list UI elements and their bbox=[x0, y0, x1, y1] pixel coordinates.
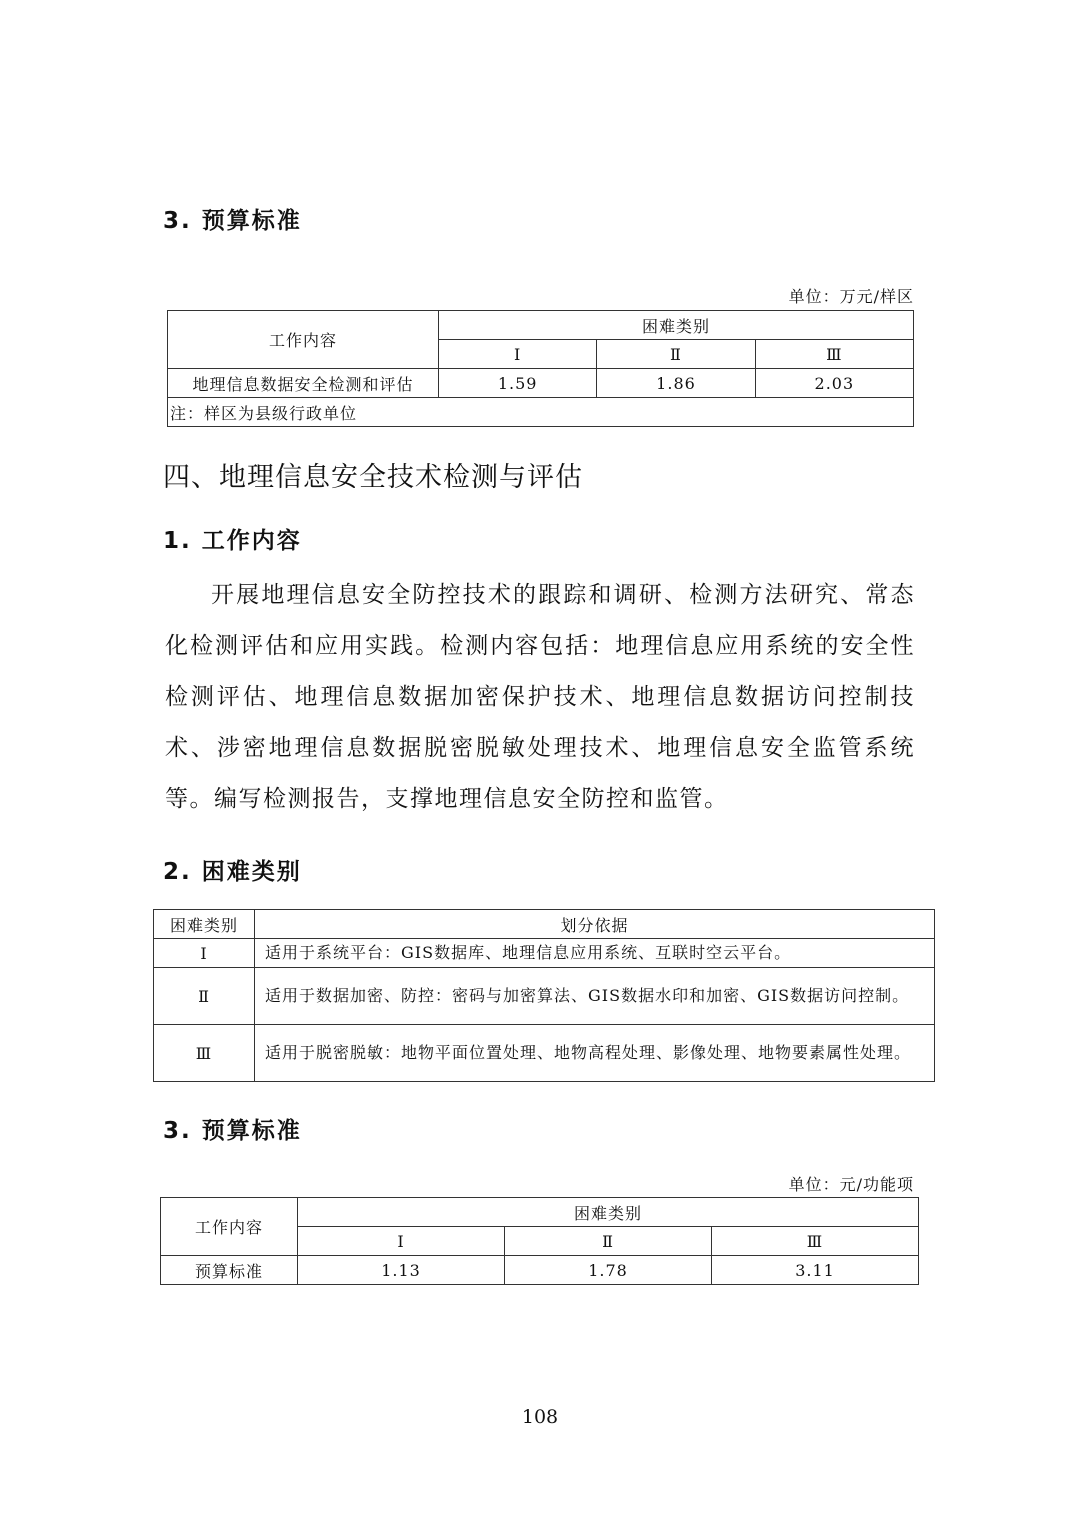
section-heading-budget-b: 3. 预算标准 bbox=[163, 1118, 302, 1144]
section-heading-budget-a: 3. 预算标准 bbox=[163, 208, 302, 234]
work-content-paragraph: 开展地理信息安全防控技术的跟踪和调研、检测方法研究、常态化检测评估和应用实践。检测内容包括：地理信息应用系统的安全性检测评估、地理信息数据加密保护技术、地理信息数据访问控制技术、涉密地理信息数据脱密脱敏处理技术、地理信息安全监管系统等。编写检测报告，支撑地理信息安全防控和监管。 bbox=[165, 582, 915, 812]
basis-cell: 适用于系统平台：GIS数据库、地理信息应用系统、互联时空云平台。 bbox=[255, 939, 935, 968]
row-label: 地理信息数据安全检测和评估 bbox=[168, 369, 439, 398]
header-basis: 划分依据 bbox=[255, 910, 935, 939]
level-header-1: Ⅰ bbox=[439, 340, 597, 369]
section-title: 四、地理信息安全技术检测与评估 bbox=[163, 462, 583, 493]
budget-table-a bbox=[167, 310, 914, 427]
value-cell-1: 1.13 bbox=[298, 1256, 505, 1285]
work-content-heading: 1. 工作内容 bbox=[163, 528, 302, 554]
col-header-work: 工作内容 bbox=[168, 311, 439, 369]
value-cell-3: 3.11 bbox=[712, 1256, 919, 1285]
basis-cell: 适用于数据加密、防控：密码与加密算法、GIS数据水印和加密、GIS数据访问控制。 bbox=[255, 968, 935, 1025]
col-header-work: 工作内容 bbox=[161, 1198, 298, 1256]
group-header-difficulty: 困难类别 bbox=[439, 311, 914, 340]
level-header-2: Ⅱ bbox=[597, 340, 755, 369]
value-cell-2: 1.78 bbox=[505, 1256, 712, 1285]
value-cell-3: 2.03 bbox=[755, 369, 913, 398]
level-header-2: Ⅱ bbox=[505, 1227, 712, 1256]
table-row bbox=[154, 968, 935, 1025]
row-label: 预算标准 bbox=[161, 1256, 298, 1285]
basis-cell: 适用于脱密脱敏：地物平面位置处理、地物高程处理、影像处理、地物要素属性处理。 bbox=[255, 1025, 935, 1082]
group-header-difficulty: 困难类别 bbox=[298, 1198, 919, 1227]
header-level: 困难类别 bbox=[154, 910, 255, 939]
level-cell: Ⅲ bbox=[154, 1025, 255, 1082]
level-cell: Ⅰ bbox=[154, 939, 255, 968]
value-cell-2: 1.86 bbox=[597, 369, 755, 398]
level-header-3: Ⅲ bbox=[712, 1227, 919, 1256]
unit-label-b: 单位：元/功能项 bbox=[788, 1175, 914, 1194]
table-row bbox=[154, 939, 935, 968]
level-header-1: Ⅰ bbox=[298, 1227, 505, 1256]
page-number: 108 bbox=[521, 1406, 559, 1428]
difficulty-table bbox=[153, 909, 935, 1082]
difficulty-heading: 2. 困难类别 bbox=[163, 859, 302, 885]
table-note: 注：样区为县级行政单位 bbox=[168, 398, 914, 427]
budget-table-b bbox=[160, 1197, 919, 1285]
value-cell-1: 1.59 bbox=[439, 369, 597, 398]
level-header-3: Ⅲ bbox=[755, 340, 913, 369]
unit-label-a: 单位：万元/样区 bbox=[788, 287, 914, 306]
table-row bbox=[154, 1025, 935, 1082]
level-cell: Ⅱ bbox=[154, 968, 255, 1025]
